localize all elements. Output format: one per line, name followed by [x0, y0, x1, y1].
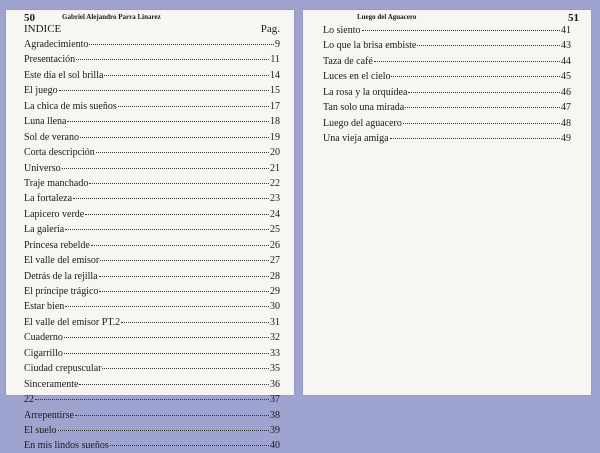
toc-entry-page-number: 21 [270, 162, 280, 174]
toc-entry [323, 37, 571, 52]
toc-entry-title: Una vieja amiga [323, 133, 389, 145]
toc-entry-title: Luces en el cielo [323, 71, 391, 83]
toc-entry [24, 283, 280, 298]
dot-leader [403, 115, 560, 124]
toc-entry [323, 115, 571, 130]
left-toc-list [24, 36, 280, 453]
toc-entry [24, 36, 280, 51]
toc-entry-title: Cuaderno [24, 332, 63, 344]
toc-entry-title: Sol de verano [24, 131, 79, 143]
dot-leader [64, 329, 269, 338]
toc-entry-page-number: 33 [270, 347, 280, 359]
toc-entry [24, 67, 280, 82]
toc-entry-title: Arrepentirse [24, 409, 74, 421]
toc-entry-page-number: 28 [270, 270, 280, 282]
dot-leader [58, 422, 270, 431]
dot-leader [59, 82, 269, 91]
toc-entry-page-number: 39 [270, 424, 280, 436]
toc-entry [24, 82, 280, 97]
dot-leader [104, 67, 269, 76]
toc-entry-page-number: 23 [270, 193, 280, 205]
dot-leader [390, 130, 560, 139]
dot-leader [64, 345, 269, 354]
toc-entry [24, 160, 280, 175]
toc-entry [24, 314, 280, 329]
toc-entry-page-number: 35 [270, 363, 280, 375]
left-page [6, 10, 294, 452]
toc-entry [323, 84, 571, 99]
toc-entry [323, 99, 571, 114]
dot-leader [62, 160, 269, 169]
toc-entry-title: Traje manchado [24, 177, 89, 189]
toc-entry [24, 422, 280, 437]
dot-leader [79, 376, 269, 385]
left-running-head: Gabriel Alejandro Parra Linarez [62, 13, 161, 21]
toc-entry [24, 237, 280, 252]
toc-entry-title: El príncipe trágico [24, 286, 99, 297]
dot-leader [374, 53, 560, 62]
dot-leader [65, 298, 269, 307]
toc-entry-page-number: 26 [270, 239, 280, 251]
toc-entry-page-number: 32 [270, 332, 280, 344]
toc-entry [24, 113, 280, 128]
toc-entry [24, 175, 280, 190]
toc-entry-title: Ciudad crepuscular [24, 363, 102, 375]
toc-entry-title: El valle del emisor [24, 255, 100, 267]
toc-entry-page-number: 44 [561, 55, 571, 67]
toc-entry-title: Taza de café [323, 55, 373, 67]
toc-entry [323, 130, 571, 145]
toc-entry-page-number: 43 [561, 40, 571, 52]
toc-entry-page-number: 36 [270, 378, 280, 390]
toc-entry [24, 391, 280, 406]
toc-entry-page-number: 31 [270, 316, 280, 328]
toc-entry-page-number: 14 [270, 69, 280, 81]
dot-leader [75, 407, 269, 416]
left-page-number: 50 [24, 12, 35, 24]
toc-entry [24, 129, 280, 144]
dot-leader [89, 175, 269, 184]
toc-entry-title: 22 [24, 394, 34, 406]
dot-leader [96, 144, 269, 153]
toc-entry-title: La fortaleza [24, 193, 73, 205]
toc-entry-page-number: 27 [270, 255, 280, 267]
toc-entry [24, 268, 280, 283]
toc-entry-title: Tan solo una mirada [323, 102, 405, 114]
right-toc-list [323, 22, 571, 146]
toc-entry [24, 144, 280, 159]
toc-entry-page-number: 46 [561, 86, 571, 98]
dot-leader [121, 314, 269, 323]
toc-entry-title: La galería [24, 224, 65, 236]
dot-leader [80, 129, 269, 138]
toc-entry [24, 376, 280, 391]
toc-entry-title: El valle del emisor PT.2 [24, 316, 121, 328]
dot-leader [100, 252, 269, 261]
toc-entry-title: El juego [24, 85, 58, 97]
dot-leader [417, 37, 560, 46]
toc-entry [24, 221, 280, 236]
toc-entry [24, 407, 280, 422]
toc-entry-page-number: 25 [270, 224, 280, 236]
toc-entry [323, 53, 571, 68]
right-page [303, 10, 591, 395]
toc-entry [323, 22, 571, 37]
index-title: INDICE [24, 23, 62, 35]
dot-leader [405, 99, 560, 108]
dot-leader [85, 206, 269, 215]
toc-entry-page-number: 49 [561, 133, 571, 145]
toc-entry [24, 298, 280, 313]
toc-entry-page-number: 48 [561, 117, 571, 129]
toc-entry-page-number: 22 [270, 177, 280, 189]
toc-entry-title: Luego del aguacero [323, 117, 402, 129]
toc-entry-page-number: 41 [561, 25, 571, 36]
right-running-head: Luego del Aguacero [357, 13, 417, 21]
toc-entry [24, 360, 280, 375]
toc-entry-title: Princesa rebelde [24, 239, 90, 251]
right-page-number: 51 [568, 12, 579, 24]
dot-leader [67, 113, 269, 122]
toc-entry [24, 206, 280, 221]
toc-entry-page-number: 17 [270, 100, 280, 112]
toc-entry-page-number: 30 [270, 301, 280, 313]
dot-leader [65, 221, 269, 230]
dot-leader [99, 283, 269, 292]
toc-entry-title: La chica de mis sueños [24, 100, 117, 112]
toc-entry-title: En mis lindos sueños [24, 440, 109, 452]
dot-leader [35, 391, 269, 400]
page-column-label: Pag. [260, 23, 280, 35]
toc-entry-page-number: 37 [270, 394, 280, 406]
toc-entry-title: Estar bien [24, 301, 65, 313]
toc-entry-title: Detrás de la rejilla [24, 270, 98, 282]
dot-leader [102, 360, 269, 369]
toc-entry-page-number: 9 [275, 39, 280, 50]
toc-entry-title: Agradecimiento [24, 39, 89, 50]
dot-leader [76, 51, 269, 60]
toc-entry [24, 437, 280, 452]
dot-leader [408, 84, 560, 93]
toc-entry-title: Cigarrillo [24, 347, 63, 359]
toc-entry-page-number: 29 [270, 286, 280, 297]
toc-entry [24, 329, 280, 344]
dot-leader [89, 36, 274, 45]
toc-entry [24, 190, 280, 205]
toc-entry-title: Luna llena [24, 116, 67, 128]
toc-entry-page-number: 20 [270, 147, 280, 159]
toc-entry-title: Presentación [24, 54, 76, 66]
toc-entry-page-number: 11 [270, 54, 280, 66]
toc-entry-page-number: 18 [270, 116, 280, 128]
toc-entry-page-number: 45 [561, 71, 571, 83]
toc-entry-title: Universo [24, 162, 61, 174]
dot-leader [110, 437, 269, 446]
dot-leader [91, 237, 269, 246]
toc-entry-title: Lapicero verde [24, 208, 85, 220]
toc-heading [24, 22, 280, 36]
dot-leader [391, 68, 560, 77]
toc-entry-title: Corta descripción [24, 147, 95, 159]
toc-entry-page-number: 19 [270, 131, 280, 143]
toc-entry-page-number: 40 [270, 440, 280, 452]
dot-leader [99, 268, 269, 277]
toc-entry-title: Lo que la brisa embiste [323, 40, 417, 52]
toc-entry-title: Sinceramente [24, 378, 79, 390]
toc-entry-page-number: 24 [270, 208, 280, 220]
dot-leader [73, 190, 269, 199]
toc-entry-page-number: 47 [561, 102, 571, 114]
dot-leader [118, 98, 269, 107]
toc-entry-title: El suelo [24, 424, 57, 436]
toc-entry-title: La rosa y la orquídea [323, 86, 408, 98]
dot-leader [362, 22, 561, 31]
toc-entry [24, 345, 280, 360]
toc-entry-title: Este día el sol brilla [24, 69, 104, 81]
toc-entry [24, 252, 280, 267]
toc-entry [24, 51, 280, 66]
toc-entry-page-number: 38 [270, 409, 280, 421]
toc-entry-page-number: 15 [270, 85, 280, 97]
toc-entry [323, 68, 571, 83]
toc-entry [24, 98, 280, 113]
toc-entry-title: Lo siento [323, 25, 361, 36]
